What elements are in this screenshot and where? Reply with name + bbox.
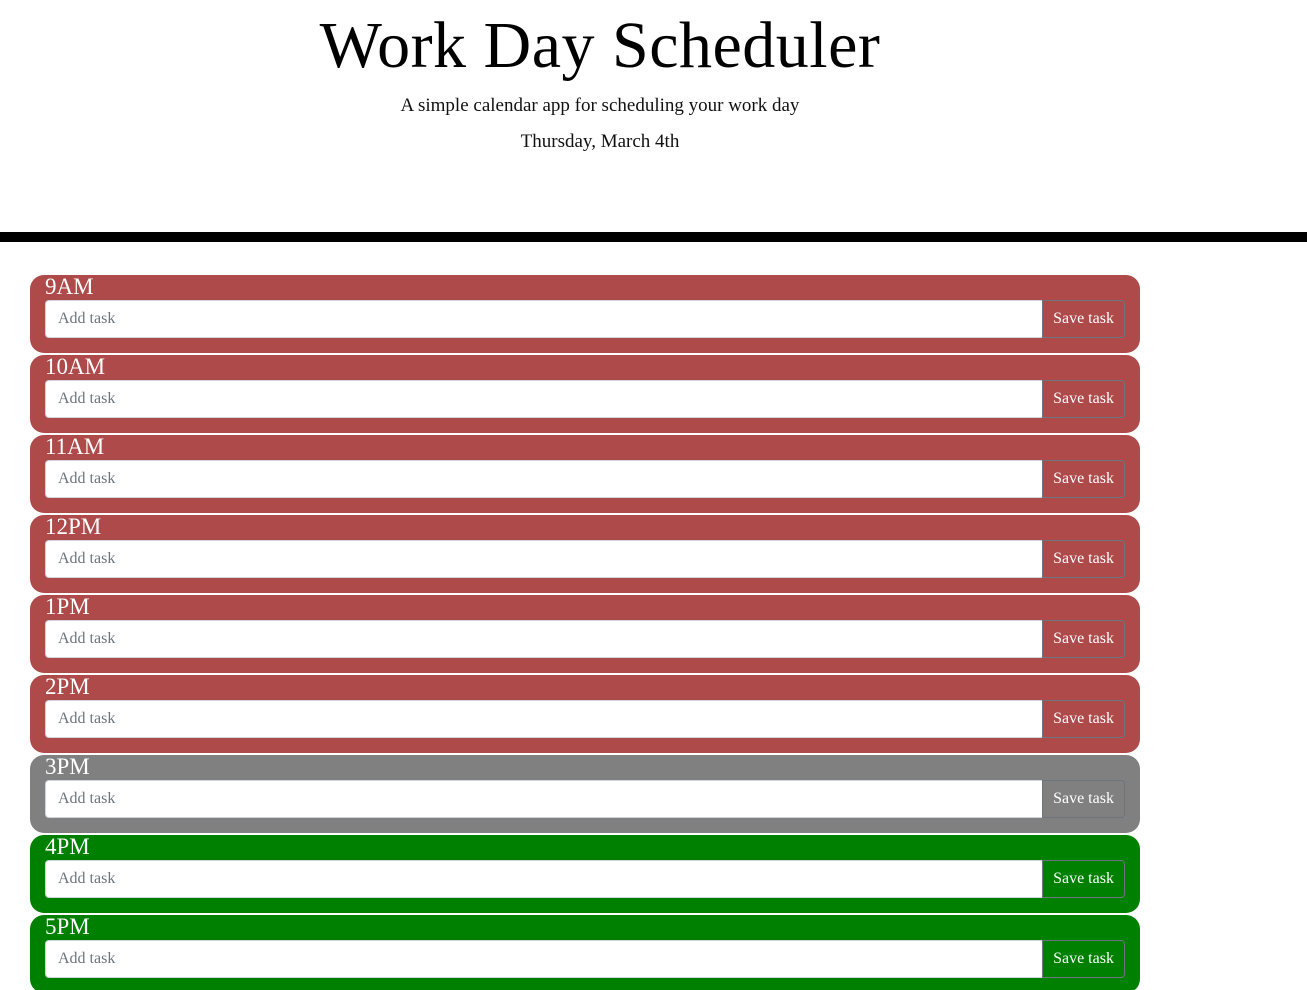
hour-label: 4PM	[45, 834, 90, 859]
task-input[interactable]	[45, 860, 1042, 898]
hour-label: 5PM	[45, 914, 90, 939]
save-task-button[interactable]: Save task	[1042, 860, 1125, 898]
save-task-button[interactable]: Save task	[1042, 700, 1125, 738]
task-input-group	[45, 780, 1125, 818]
time-block-1pm	[30, 595, 1140, 673]
save-task-button[interactable]: Save task	[1042, 300, 1125, 338]
page-title: Work Day Scheduler	[319, 9, 881, 82]
hour-label: 3PM	[45, 754, 90, 779]
header-divider	[0, 232, 1307, 242]
task-input[interactable]	[45, 460, 1042, 498]
time-block-3pm	[30, 755, 1140, 833]
task-input[interactable]	[45, 700, 1042, 738]
save-task-button[interactable]: Save task	[1042, 460, 1125, 498]
hour-label: 10AM	[45, 354, 106, 379]
task-input-group	[45, 940, 1125, 978]
hour-label: 2PM	[45, 674, 90, 699]
hour-label: 11AM	[45, 434, 105, 459]
time-block-11am	[30, 435, 1140, 513]
task-input-group	[45, 540, 1125, 578]
task-input-group	[45, 860, 1125, 898]
time-block-2pm	[30, 675, 1140, 753]
task-input-group	[45, 300, 1125, 338]
time-block-9am	[30, 275, 1140, 353]
time-block-5pm	[30, 915, 1140, 990]
task-input[interactable]	[45, 940, 1042, 978]
task-input-group	[45, 460, 1125, 498]
task-input[interactable]	[45, 780, 1042, 818]
save-task-button[interactable]: Save task	[1042, 780, 1125, 818]
save-task-button[interactable]: Save task	[1042, 380, 1125, 418]
save-task-button[interactable]: Save task	[1042, 940, 1125, 978]
time-block-4pm	[30, 835, 1140, 913]
page-subtitle: A simple calendar app for scheduling your work day	[400, 95, 800, 116]
task-input[interactable]	[45, 380, 1042, 418]
task-input[interactable]	[45, 300, 1042, 338]
header	[0, 0, 1200, 232]
task-input-group	[45, 380, 1125, 418]
schedule-container	[0, 242, 1140, 990]
time-block-10am	[30, 355, 1140, 433]
save-task-button[interactable]: Save task	[1042, 620, 1125, 658]
task-input-group	[45, 620, 1125, 658]
hour-label: 1PM	[45, 594, 90, 619]
task-input[interactable]	[45, 540, 1042, 578]
save-task-button[interactable]: Save task	[1042, 540, 1125, 578]
current-day: Thursday, March 4th	[520, 131, 680, 152]
hour-label: 9AM	[45, 274, 94, 299]
task-input[interactable]	[45, 620, 1042, 658]
hour-label: 12PM	[45, 514, 102, 539]
task-input-group	[45, 700, 1125, 738]
time-block-12pm	[30, 515, 1140, 593]
